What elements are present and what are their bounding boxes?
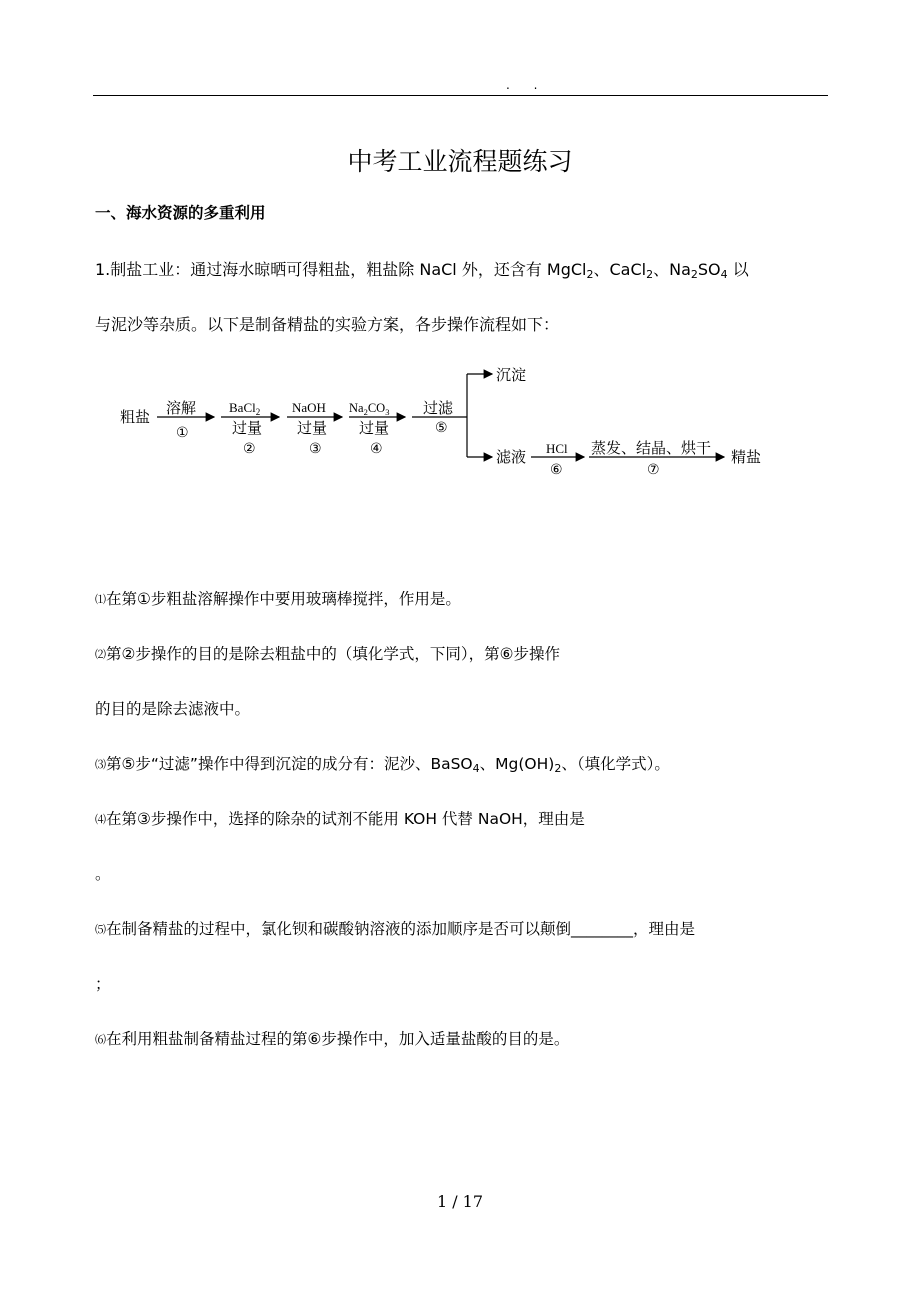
step4-reagent (349, 401, 389, 417)
step4-reagent-b: CO (367, 401, 386, 415)
subscript: 4 (720, 268, 728, 281)
question-text-b: 、Mg(OH) (479, 755, 555, 773)
question-text: 在制备精盐的过程中，氯化钡和碳酸钠溶液的添加顺序是否可以颠倒________，理由是 (106, 920, 696, 938)
subscript: 4 (472, 762, 480, 775)
subscript: 2 (255, 407, 261, 417)
intro-text-c: 、Na (653, 260, 691, 279)
question-text-a: 第⑤步“过滤”操作中得到沉淀的成分有：泥沙、BaSO (106, 755, 473, 773)
filtrate-label: 滤液 (496, 448, 527, 466)
question-3 (95, 752, 670, 774)
step3-number: ③ (309, 441, 322, 457)
precipitate-label: 沉淀 (496, 366, 527, 384)
question-text: 在第①步粗盐溶解操作中要用玻璃棒搅拌，作用是。 (106, 590, 461, 608)
question-1 (95, 587, 461, 609)
step5-number: ⑤ (435, 420, 448, 436)
page-title: 中考工业流程题练习 (347, 147, 573, 176)
question-number: ⑸ (95, 923, 106, 936)
intro-line-1 (95, 257, 749, 280)
step4-excess: 过量 (359, 419, 390, 437)
step3-reagent: NaOH (292, 400, 326, 415)
question-6 (95, 1027, 569, 1049)
subscript: 2 (646, 268, 654, 281)
question-number: ⑵ (95, 648, 106, 661)
question-text: 在第③步操作中，选择的除杂的试剂不能用 KOH 代替 NaOH，理由是 (106, 810, 585, 828)
question-text: 在利用粗盐制备精盐过程的第⑥步操作中，加入适量盐酸的目的是。 (106, 1030, 570, 1048)
intro-text-e: 以 (727, 260, 749, 279)
flow-end-label: 精盐 (731, 448, 762, 466)
step4-number: ④ (370, 441, 383, 457)
question-text-c: 、（填化学式）。 (561, 755, 670, 773)
step6-number: ⑥ (550, 462, 563, 478)
question-4-continued: 。 (95, 865, 111, 883)
step2-reagent (229, 400, 260, 417)
question-number: ⑷ (95, 813, 106, 826)
question-2-continued: 的目的是除去滤液中。 (95, 700, 251, 718)
subscript: 2 (554, 762, 562, 775)
subscript: 3 (385, 407, 390, 417)
question-5-continued: ； (95, 975, 111, 993)
step1-number: ① (176, 425, 189, 441)
header-dots: . . (506, 78, 548, 92)
step2-number: ② (243, 441, 256, 457)
intro-text-d: SO (697, 260, 721, 279)
flow-start-label: 粗盐 (120, 408, 151, 426)
intro-line-2: 与泥沙等杂质。以下是制备精盐的实验方案，各步操作流程如下： (95, 315, 560, 334)
step6-reagent: HCl (546, 441, 568, 456)
question-4 (95, 807, 585, 829)
process-flow-diagram (0, 355, 920, 485)
step5-label: 过滤 (423, 399, 454, 417)
step7-number: ⑦ (647, 462, 660, 478)
question-number: ⑹ (95, 1033, 106, 1046)
intro-text-b: 、CaCl (593, 260, 647, 279)
intro-text-a: 1.制盐工业：通过海水晾晒可得粗盐，粗盐除 NaCl 外，还含有 MgCl (95, 260, 587, 279)
step7-label: 蒸发、结晶、烘干 (591, 439, 712, 457)
question-5 (95, 917, 695, 939)
subscript: 2 (586, 268, 594, 281)
header-rule (93, 95, 828, 96)
step1-label: 溶解 (166, 399, 197, 417)
page-number: 1 / 17 (436, 1192, 484, 1211)
step2-excess: 过量 (232, 419, 263, 437)
section-heading: 一、海水资源的多重利用 (95, 204, 266, 222)
subscript: 2 (690, 268, 698, 281)
step4-reagent-a: Na (349, 401, 364, 415)
step2-reagent-text: BaCl (229, 400, 256, 415)
question-2 (95, 642, 560, 664)
subscript: 2 (363, 407, 368, 417)
question-text: 第②步操作的目的是除去粗盐中的（填化学式，下同），第⑥步操作 (106, 645, 561, 663)
step3-excess: 过量 (297, 419, 328, 437)
question-number: ⑴ (95, 593, 106, 606)
question-number: ⑶ (95, 758, 106, 771)
